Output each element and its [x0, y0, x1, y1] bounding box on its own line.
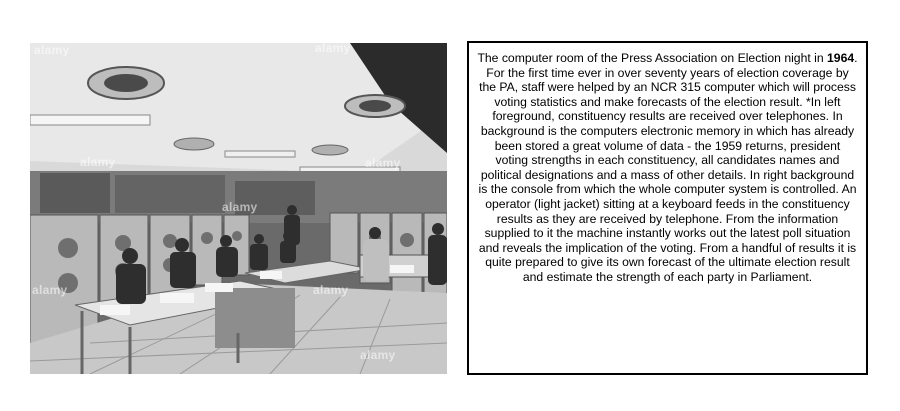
- caption-text: [477, 51, 858, 285]
- watermark: alamy: [313, 283, 349, 297]
- watermark: alamy: [222, 200, 258, 214]
- watermark: alamy: [34, 43, 70, 57]
- watermark: alamy: [360, 348, 396, 362]
- caption-part-2: . For the first time ever in over seventy years of election coverage by the PA, staff were helped by an NCR 315 computer which will process voting statistics and make forecasts of the election result. *In left foreground, constituency results are received over telephones. In background is the computers electronic memory in which has already been stored a great volume of data - the 1959 returns, president voting strengths in each constituency, all candidates names and political designations and a mass of other details. In right background is the console from which the whole computer system is controlled. An operator (light jacket) sitting at a keyboard feeds in the constituency results as they are received by telephone. From the information supplied to it the machine instantly works out the latest poll situation and reveals the implication of the voting. From a handful of results it is quite prepared to give its own forecast of the ultimate election result and estimate the strength of each party in Parliament.: [478, 51, 858, 284]
- watermark: alamy: [365, 156, 401, 170]
- caption-year: 1964: [827, 51, 855, 65]
- caption-part-1: The computer room of the Press Association on Election night in: [477, 51, 828, 65]
- caption-box: [467, 41, 868, 375]
- watermark: alamy: [80, 155, 116, 169]
- watermark: alamy: [32, 283, 68, 297]
- archival-photo: [30, 43, 447, 374]
- watermark: alamy: [315, 41, 351, 55]
